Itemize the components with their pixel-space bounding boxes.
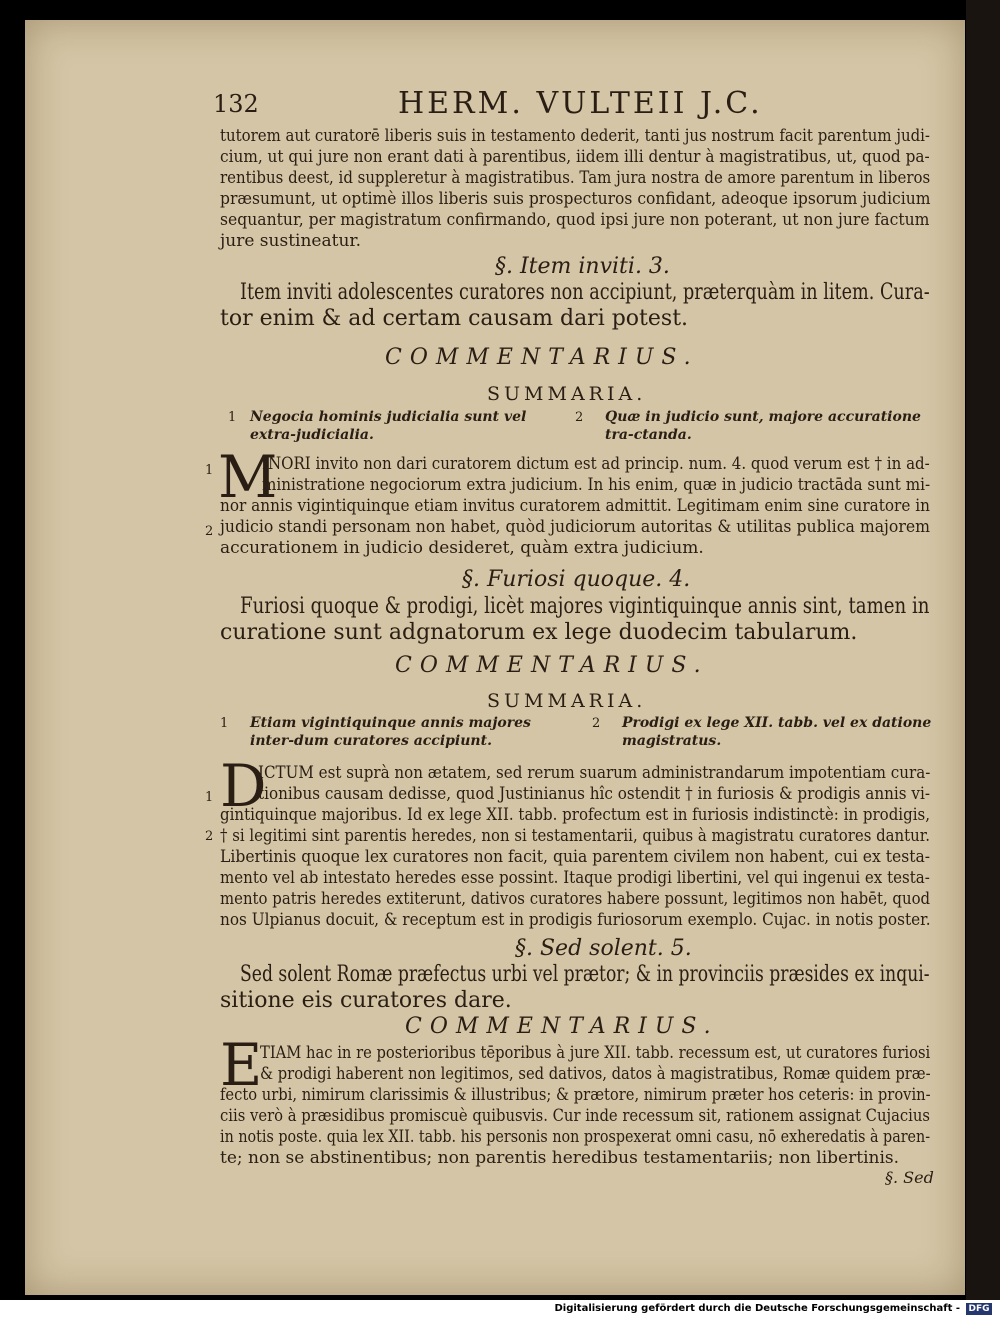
text-line: tionibus causam dedisse, quod Justinianus hîc ostendit † in furiosis & prodigis annis vi-: [258, 784, 931, 804]
text-line: TIAM hac in re posterioribus tēporibus à jure XII. tabb. recessum est, ut curatores furiosi: [260, 1043, 931, 1063]
law-text-line: Item inviti adolescentes curatores non accipiunt, præterquàm in litem. Cura-: [240, 280, 930, 305]
text-line: in notis poste. quia lex XII. tabb. his personis non prospexerat omni casu, nō exheredatis à paren-: [220, 1127, 931, 1147]
commentarius-heading: COMMENTARIUS.: [395, 653, 709, 678]
section-heading: §. Item inviti. 3.: [495, 254, 670, 279]
text-line: ICTUM est suprà non ætatem, sed rerum suarum administrandarum impotentiam cura-: [258, 763, 931, 783]
text-line: † si legitimi sint parentis heredes, non si testamentarii, quibus à magistratu curatores dantur.: [220, 826, 930, 846]
text-line: præsumunt, ut optimè illos liberis suis prospecturos confidant, adeoque ipsorum judicium: [220, 189, 931, 209]
text-line: mento patris heredes extiterunt, dativos curatores habere possunt, legitimos non habēt, quod: [220, 889, 931, 909]
text-line: ciis verò à præsidibus promiscuè quibusvis. Cur inde recessum sit, rationem assignat Cujacius: [220, 1106, 930, 1126]
text-line: nos Ulpianus docuit, & receptum est in prodigis furiosorum exemplo. Cujac. in notis poster.: [220, 910, 931, 930]
summaria-heading: SUMMARIA.: [487, 690, 647, 712]
law-text-line: sitione eis curatores dare.: [220, 988, 512, 1013]
summary-number: 2: [592, 716, 601, 731]
law-text-line: curatione sunt adgnatorum ex lege duodecim tabularum.: [220, 620, 858, 645]
text-line: judicio standi personam non habet, quòd judiciorum autoritas & utilitas publica majorem: [220, 517, 931, 537]
margin-number: 1: [205, 790, 214, 805]
text-line: nor annis vigintiquinque etiam invitus curatorem admittit. Legitimam enim sine curatore in: [220, 496, 930, 516]
law-text-line: tor enim & ad certam causam dari potest.: [220, 306, 689, 331]
text-line: tutorem aut curatorē liberis suis in testamento dederit, tanti jus nostrum facit parentum judi-: [220, 126, 930, 146]
text-line: mento vel ab intestato heredes esse possint. Itaque prodigi libertini, vel qui ingenui ex testa-: [220, 868, 930, 888]
text-line: sequantur, per magistratum confirmando, quod ipsi jure non poterant, ut non jure factum: [220, 210, 930, 230]
summary-number: 1: [228, 410, 237, 425]
text-line: rentibus deest, id suppleretur à magistratibus. Tam jura nostra de amore parentum in liberos: [220, 168, 931, 188]
summary-item: Negocia hominis judicialia sunt vel extra-judicialia.: [250, 409, 527, 443]
margin-number: 2: [205, 829, 214, 844]
drop-cap: D: [220, 752, 267, 820]
summaria-heading: SUMMARIA.: [487, 383, 647, 405]
summary-item: Prodigi ex lege XII. tabb. vel ex datione magistratus.: [622, 715, 932, 749]
text-line: accurationem in judicio desideret, quàm extra judicium.: [220, 538, 704, 558]
law-text-line: Sed solent Romæ præfectus urbi vel prætor; & in provinciis præsides ex inqui-: [240, 962, 930, 987]
margin-number: 1: [205, 463, 214, 478]
summary-number: 1: [220, 716, 229, 731]
summary-item: Etiam vigintiquinque annis majores inter-dum curatores accipiunt.: [250, 715, 531, 749]
text-line: INORI invito non dari curatorem dictum est ad princip. num. 4. quod verum est † in ad-: [262, 454, 930, 474]
dfg-logo: DFG: [966, 1303, 992, 1315]
drop-cap: M: [218, 443, 278, 511]
section-heading: §. Furiosi quoque. 4.: [462, 567, 691, 592]
catchword: §. Sed: [885, 1168, 934, 1187]
margin-number: 2: [205, 524, 214, 539]
text-line: Libertinis quoque lex curatores non facit, quia parentem civilem non habent, cui ex testa-: [220, 847, 931, 867]
text-line: & prodigi haberent non legitimos, sed dativos, datos à magistratibus, Romæ quidem præ-: [260, 1064, 931, 1084]
text-line: gintiquinque majoribus. Id ex lege XII. tabb. profectum est in furiosis indistinctè: in prodigis,: [220, 805, 931, 825]
commentarius-heading: COMMENTARIUS.: [385, 345, 699, 370]
summary-item: Quæ in judicio sunt, majore accuratione tra-ctanda.: [605, 409, 921, 443]
summary-number: 2: [575, 410, 584, 425]
section-heading: §. Sed solent. 5.: [515, 936, 692, 961]
text-line: te; non se abstinentibus; non parentis heredibus testamentariis; non libertinis.: [220, 1148, 900, 1168]
page-number: 132: [213, 90, 259, 118]
footer-credit: Digitalisierung gefördert durch die Deutsche Forschungsgemeinschaft -: [554, 1303, 960, 1314]
text-line: jure sustineatur.: [220, 231, 362, 251]
text-line: cium, ut qui jure non erant dati à parentibus, iidem illi dentur à magistratibus, ut, quod pa-: [220, 147, 930, 167]
drop-cap: E: [220, 1031, 263, 1099]
running-title: HERM. VULTEII J.C.: [398, 86, 763, 121]
law-text-line: Furiosi quoque & prodigi, licèt majores vigintiquinque annis sint, tamen in: [240, 594, 930, 619]
text-line: ministratione negociorum extra judicium. In his enim, quæ in judicio tractāda sunt mi-: [262, 475, 931, 495]
commentarius-heading: COMMENTARIUS.: [405, 1014, 719, 1039]
text-line: fecto urbi, nimirum clarissimis & illustribus; & prætore, nimirum præter hos ceteris: in provin-: [220, 1085, 931, 1105]
